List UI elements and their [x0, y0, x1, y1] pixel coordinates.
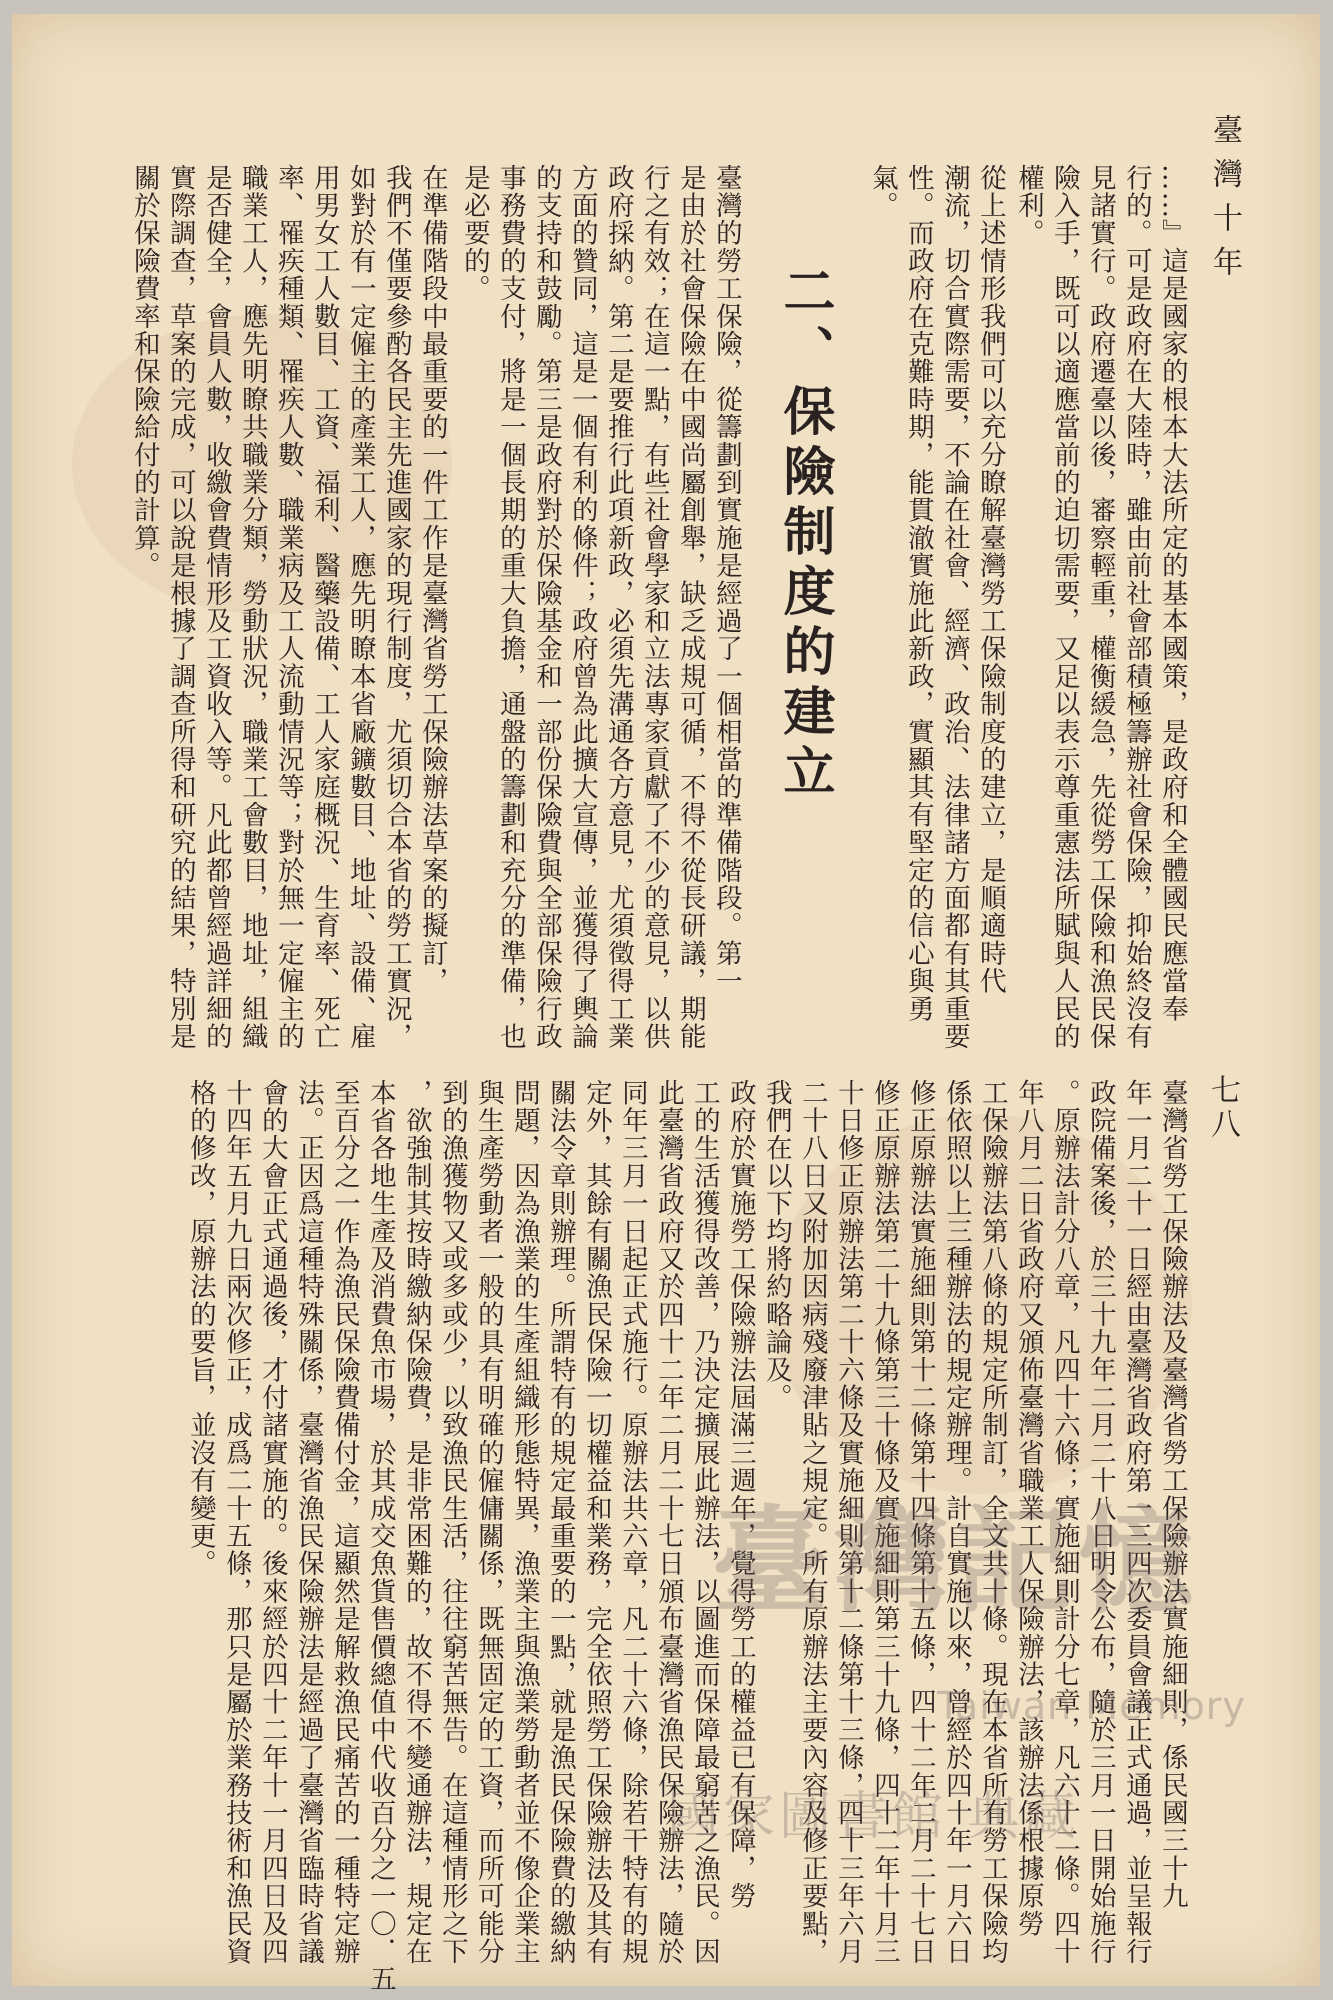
text-column: 見諸實行。政府遷臺以後，審察輕重，權衡緩急，先從勞工保險和漁民保: [1084, 164, 1116, 1051]
text-column: 格的修改，原辦法的要旨，並沒有變更。: [184, 1079, 216, 1578]
text-column: 潮流，切合實際需要，不論在社會、經濟、政治、法律諸方面都有其重要: [938, 164, 970, 1051]
text-column: 係依照以上三種辦法的規定辦理。計自實施以來，曾經於四十年一月六日: [940, 1079, 972, 1966]
text-column: 年一月二十一日經由臺灣省政府第一三四次委員會議正式通過，並呈報行: [1120, 1079, 1152, 1966]
text-column: 。原辦法計分八章，凡四十六條；實施細則計分七章，凡六十二條。四十: [1048, 1079, 1080, 1966]
text-column: 定外，其餘有關漁民保險一切權益和業務，完全依照勞工保險辦法及其有: [580, 1079, 612, 1966]
text-column: 十日修正原辦法第二十六條及實施細則第十二條第十三條，四十三年六月: [832, 1079, 864, 1966]
text-column: ，欲強制其按時繳納保險費，是非常困難的，故不得不變通辦法，規定在: [400, 1079, 432, 1966]
text-column: 權利。: [1012, 164, 1044, 248]
text-column: 到的漁獲物又或多或少，以致漁民生活，往往窮苦無告。在這種情形之下: [436, 1079, 468, 1966]
text-column: 從上述情形我們可以充分瞭解臺灣勞工保險制度的建立，是順適時代: [974, 164, 1006, 995]
text-column: 政府於實施勞工保險辦法屆滿三週年，覺得勞工的權益已有保障，勞: [724, 1079, 756, 1910]
text-column: 行的。可是政府在大陸時，雖由前社會部積極籌辦社會保險，抑始終沒有: [1120, 164, 1152, 1051]
watermark-subtitle: 國家圖書館 典藏: [667, 1787, 1080, 1847]
text-column: 是否健全，會員人數，收繳會費情形及工資收入等。凡此都曾經過詳細的: [200, 164, 232, 1051]
text-column: 事務費的支付，將是一個長期的重大負擔，通盤的籌劃和充分的準備，也: [494, 164, 526, 1051]
text-column: 職業工人，應先明瞭共職業分類，勞動狀況，職業工會數目，地址，組織: [236, 164, 268, 1051]
text-column: 用男女工人數目、工資、福利、醫藥設備、工人家庭概況、生育率、死亡: [308, 164, 340, 1051]
text-column: 性。而政府在克難時期，能貫澈實施此新政，實顯其有堅定的信心與勇: [902, 164, 934, 1023]
text-column: 政院備案後，於三十九年二月二十八日明令公布，隨於三月一日開始施行: [1084, 1079, 1116, 1966]
text-column: 同年三月一日起正式施行。原辦法共六章，凡二十六條，除若干特有的規: [616, 1079, 648, 1966]
text-column: 險入手，既可以適應當前的迫切需要，又足以表示尊重憲法所賦與人民的: [1048, 164, 1080, 1051]
text-column: 本省各地生產及消費魚市場，於其成交魚貨售價總值中代收百分之一〇．五: [364, 1079, 396, 1994]
text-column: 關法令章則辦理。所謂特有的規定最重要的一點，就是漁民保險費的繳納: [544, 1079, 576, 1966]
running-title: 臺灣十年: [1207, 114, 1242, 290]
text-column: 是由於社會保險在中國尚屬創舉，缺乏成規可循，不得不從長研議，期能: [674, 164, 706, 1051]
text-column: 方面的贊同，這是一個有利的條件；政府曾為此擴大宣傳，並獲得了輿論: [566, 164, 598, 1051]
text-column: 如對於有一定僱主的產業工人，應先明瞭本省廠鑛數目、地址、設備、雇: [344, 164, 376, 1051]
watermark-english: Taiwan Memory: [937, 1684, 1246, 1728]
text-column: 臺灣的勞工保險，從籌劃到實施是經過了一個相當的準備階段。第一: [710, 164, 742, 995]
text-column: 工保險辦法第八條的規定所制訂，全文共十條。現在本省所有勞工保險均: [976, 1079, 1008, 1966]
text-column: 關於保險費率和保險給付的計算。: [128, 164, 160, 580]
text-column: 實際調查，草案的完成，可以說是根據了調查所得和研究的結果，特別是: [164, 164, 196, 1051]
text-column: 的支持和鼓勵。第三是政府對於保險基金和一部份保險費與全部保險行政: [530, 164, 562, 1051]
text-column: 法。正因爲這種特殊關係，臺灣省漁民保險辦法是經過了臺灣省臨時省議: [292, 1079, 324, 1966]
text-column: 至百分之一作為漁民保險費備付金，這顯然是解救漁民痛苦的一種特定辦: [328, 1079, 360, 1966]
page-number: 七八: [1205, 1074, 1240, 1142]
text-column: 臺灣省勞工保險辦法及臺灣省勞工保險辦法實施細則，係民國三十九: [1156, 1079, 1188, 1910]
text-column: 是必要的。: [458, 164, 490, 303]
text-column: ……』這是國家的根本大法所定的基本國策，是政府和全體國民應當奉: [1156, 164, 1188, 1023]
text-column: 我們在以下均將約略論及。: [760, 1079, 792, 1412]
document-page: [12, 14, 1320, 1994]
text-column: 行之有效；在這一點，有些社會學家和立法專家貢獻了不少的意見，以供: [638, 164, 670, 1051]
text-column: 年八月二日省政府又頒佈臺灣省職業工人保險辦法，該辦法係根據原勞: [1012, 1079, 1044, 1938]
watermark-logo-text: 臺灣記憶: [712, 1494, 1200, 1630]
section-heading: 二、保險制度的建立: [774, 264, 834, 804]
text-column: 此臺灣省政府又於四十二年二月二十七日頒布臺灣省漁民保險辦法，隨於: [652, 1079, 684, 1966]
text-column: 政府採納。第二是要推行此項新政，必須先溝通各方意見，尤須徵得工業: [602, 164, 634, 1051]
text-column: 問題，因為漁業的生產組織形態特異，漁業主與漁業勞動者並不像企業主: [508, 1079, 540, 1966]
text-column: 修正原辦法實施細則第十二條第十四條第十五條，四十二年二月二十七日: [904, 1079, 936, 1966]
text-column: 與生產勞動者一般的具有明確的僱傭關係，既無固定的工資，而所可能分: [472, 1079, 504, 1966]
text-column: 工的生活獲得改善，乃決定擴展此辦法，以圖進而保障最窮苦之漁民。因: [688, 1079, 720, 1966]
text-column: 在準備階段中最重要的一件工作是臺灣省勞工保險辦法草案的擬訂，: [416, 164, 448, 995]
text-column: 二十八日又附加因病殘廢津貼之規定。所有原辦法主要內容及修正要點，: [796, 1079, 828, 1966]
text-column: 修正原辦法第二十九條第三十條及實施細則第三十九條，四十二年十月三: [868, 1079, 900, 1966]
text-column: 率、罹疾種類、罹疾人數、職業病及工人流動情況等；對於無一定僱主的: [272, 164, 304, 1051]
text-column: 十四年五月九日兩次修正，成爲二十五條，那只是屬於業務技術和漁民資: [220, 1079, 252, 1966]
text-column: 會的大會正式通過後，才付諸實施的。後來經於四十二年十一月四日及四: [256, 1079, 288, 1966]
text-column: 我們不僅要參酌各民主先進國家的現行制度，尤須切合本省的勞工實況，: [380, 164, 412, 1051]
text-column: 氣。: [866, 164, 898, 220]
